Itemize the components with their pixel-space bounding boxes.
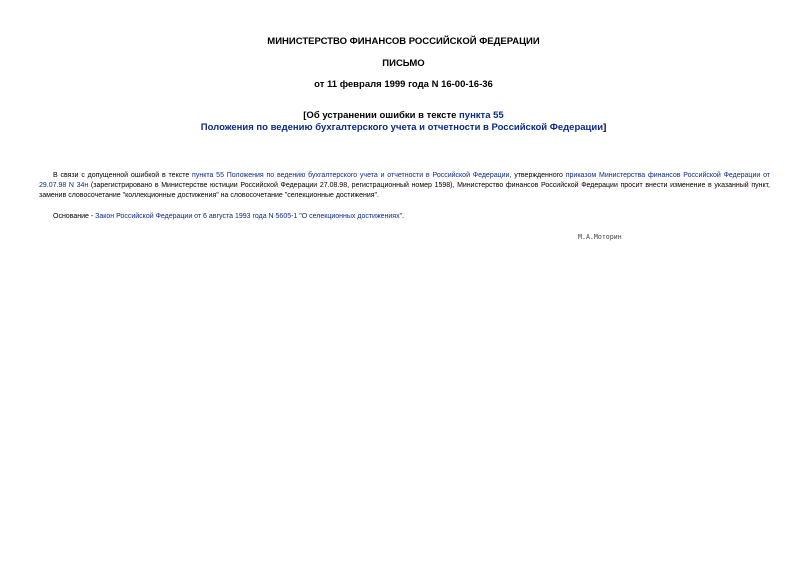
p1-link-order[interactable]: приказом Министерства финансов Российской Федерации от 29.07.98 N 34н (39, 172, 771, 190)
p1-text-1: В связи с допущенной ошибкой в тексте (53, 172, 193, 179)
subject-close-text: ] (603, 122, 607, 133)
subject-link-regulation[interactable]: Положения по ведению бухгалтерского учета и отчетности в Российской Федерации (200, 122, 604, 133)
p1-link-clause-55[interactable]: пункта 55 Положения по ведению бухгалтерского учета и отчетности в Российской Федерации (192, 172, 510, 179)
subject-open-text: [Об устранении ошибки в тексте (303, 110, 460, 121)
subject-line-1 (0, 110, 807, 122)
document-type: ПИСЬМО (382, 58, 425, 69)
document-date-number: от 11 февраля 1999 года N 16-00-16-36 (314, 79, 493, 90)
p2-text-1: Основание - (53, 213, 96, 220)
signature: М.А.Моторин (578, 233, 622, 241)
p2-link-law[interactable]: Закон Российской Федерации от 6 августа 1993 года N 5605-1 "О селекционных достижениях" (95, 213, 403, 220)
p1-text-2: , утвержденного (509, 172, 566, 179)
body-paragraph-2 (39, 212, 770, 222)
document-subject (0, 110, 807, 134)
subject-link-clause[interactable]: пункта 55 (459, 110, 504, 121)
body-paragraph-1 (39, 171, 770, 202)
ministry-heading: МИНИСТЕРСТВО ФИНАНСОВ РОССИЙСКОЙ ФЕДЕРАЦИИ (267, 36, 540, 47)
p2-text-2: . (402, 213, 405, 220)
p1-text-3: (зарегистрировано в Министерстве юстиции Российской Федерации 27.08.98, регистрационный номер 1598), Министерство финансов Российской Федерации просит внести изменение в указанный пункт, заменив словосочетание "коллекционные достижения" на словосочетание "селекционные достижения". (39, 182, 770, 200)
subject-line-2 (0, 122, 807, 134)
